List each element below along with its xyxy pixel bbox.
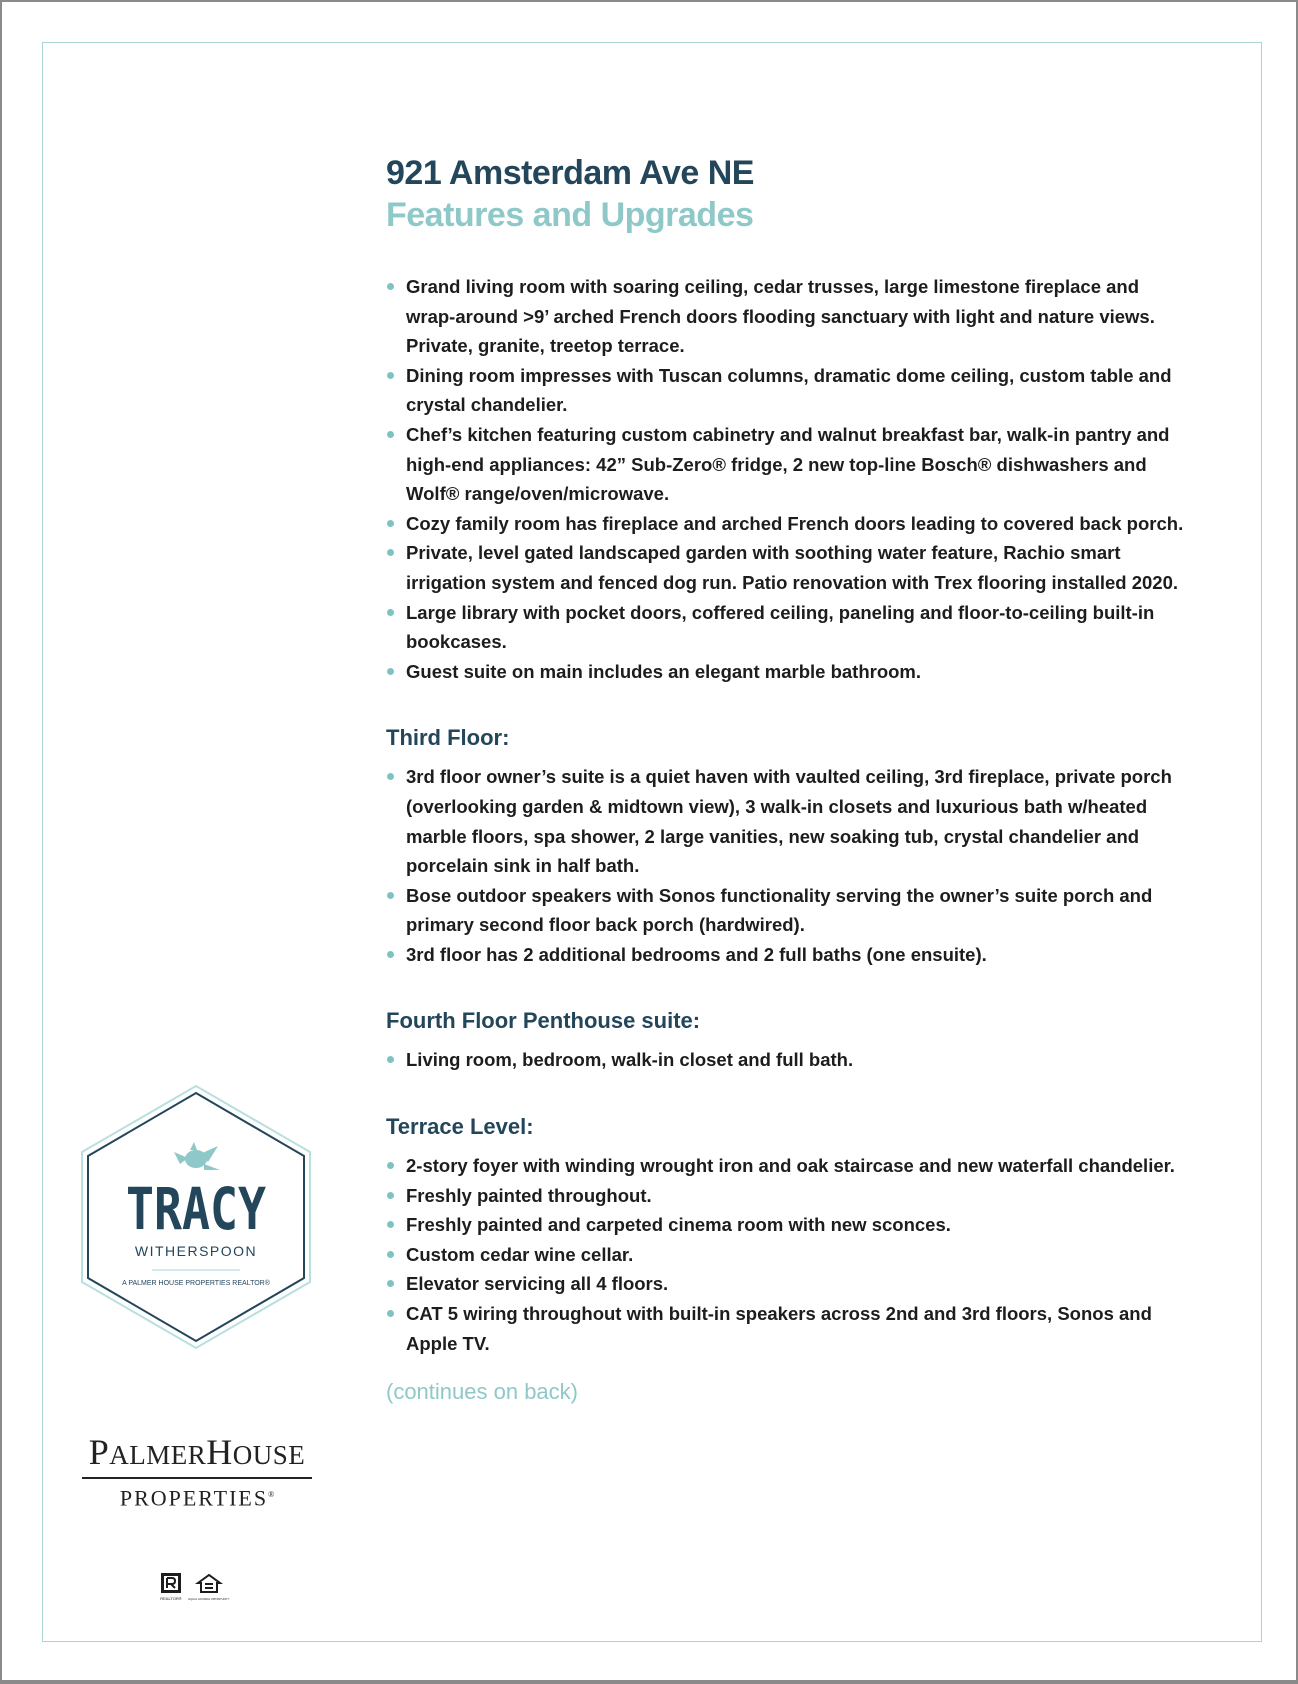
page-subtitle: Features and Upgrades bbox=[386, 196, 754, 234]
third-floor-heading: Third Floor: bbox=[386, 725, 510, 751]
bullet-icon bbox=[387, 1221, 394, 1228]
item-text: CAT 5 wiring throughout with built-in speakers across 2nd and 3rd floors, Sonos and Apple TV. bbox=[406, 1303, 1152, 1354]
bullet-icon bbox=[387, 520, 394, 527]
list-item bbox=[386, 940, 1186, 970]
brokerage-subtitle bbox=[80, 1483, 314, 1510]
list-item bbox=[386, 1045, 1186, 1075]
item-text: Chef’s kitchen featuring custom cabinetry and walnut breakfast bar, walk-in pantry and high-end appliances: 42” Sub-Zero® fridge, 2 new top-line Bosch® dishwashers and Wolf® range/oven/microwave. bbox=[406, 423, 1170, 505]
item-text: Guest suite on main includes an elegant marble bathroom. bbox=[406, 660, 922, 682]
list-item bbox=[386, 1299, 1186, 1358]
list-item bbox=[386, 361, 1186, 420]
item-text: Grand living room with soaring ceiling, cedar trusses, large limestone fireplace and wrap-around >9’ arched French doors flooding sanctuary with light and nature views. Private, granite, treetop terrace. bbox=[406, 276, 1155, 357]
item-text: Elevator servicing all 4 floors. bbox=[406, 1273, 669, 1295]
list-item bbox=[386, 1210, 1186, 1240]
brokerage-letters: ALMER bbox=[109, 1440, 207, 1470]
item-text: 3rd floor has 2 additional bedrooms and 2 full baths (one ensuite). bbox=[406, 943, 987, 965]
item-text: Private, level gated landscaped garden with soothing water feature, Rachio smart irrigation system and fenced dog run. Patio renovation with Trex flooring installed 2020. bbox=[406, 542, 1179, 593]
list-item bbox=[386, 1181, 1186, 1211]
brokerage-letter: P bbox=[88, 1432, 110, 1472]
content bbox=[386, 152, 1186, 1406]
bullet-icon bbox=[387, 1310, 394, 1317]
bullet-icon bbox=[387, 549, 394, 556]
bullet-icon bbox=[387, 1251, 394, 1258]
bullet-icon bbox=[387, 1192, 394, 1199]
bullet-icon bbox=[387, 1280, 394, 1287]
bullet-icon bbox=[387, 283, 394, 290]
bullet-icon bbox=[387, 773, 394, 780]
brokerage-name bbox=[80, 1432, 314, 1475]
list-item bbox=[386, 1151, 1186, 1181]
continues-note: (continues on back) bbox=[386, 1379, 578, 1405]
list-item bbox=[386, 657, 1186, 687]
equal-housing-icon bbox=[189, 1575, 230, 1601]
list-item bbox=[386, 272, 1186, 361]
logo-name: TRACY bbox=[126, 1175, 267, 1243]
property-address: 921 Amsterdam Ave NE bbox=[386, 154, 754, 192]
brokerage-letters: OUSE bbox=[232, 1440, 306, 1470]
brokerage-subtitle-text: PROPERTIES bbox=[119, 1484, 269, 1510]
agent-logo bbox=[76, 1082, 316, 1352]
list-item bbox=[386, 1240, 1186, 1270]
bullet-icon bbox=[387, 372, 394, 379]
item-text: Freshly painted and carpeted cinema room with new sconces. bbox=[406, 1214, 951, 1236]
item-text: 2-story foyer with winding wrought iron and oak staircase and new waterfall chandelier. bbox=[406, 1155, 1175, 1177]
fourth-floor-heading: Fourth Floor Penthouse suite: bbox=[386, 1008, 701, 1034]
brokerage-divider bbox=[82, 1477, 312, 1479]
item-text: 3rd floor owner’s suite is a quiet haven with vaulted ceiling, 3rd fireplace, private porch (overlooking garden & midtown view), 3 walk-in closets and luxurious bath w/heated marble floors, spa shower, 2 large vanities, new soaking tub, crystal chandelier and porcelain sink in half bath. bbox=[406, 766, 1172, 877]
page bbox=[2, 2, 1296, 1680]
bullet-icon bbox=[387, 431, 394, 438]
terrace-level-heading: Terrace Level: bbox=[386, 1114, 534, 1140]
list-item bbox=[386, 538, 1186, 597]
bullet-icon bbox=[387, 609, 394, 616]
logo-surname: WITHERSPOON bbox=[134, 1243, 258, 1259]
list-item bbox=[386, 1269, 1186, 1299]
main-features-list bbox=[386, 272, 1186, 686]
brokerage-letter: H bbox=[206, 1432, 233, 1472]
bullet-icon bbox=[387, 892, 394, 899]
item-text: Bose outdoor speakers with Sonos functionality serving the owner’s suite porch and primary second floor back porch (hardwired). bbox=[406, 884, 1153, 936]
item-text: Freshly painted throughout. bbox=[406, 1184, 652, 1206]
badges bbox=[160, 1572, 230, 1602]
brokerage-logo bbox=[80, 1432, 314, 1522]
item-text: Large library with pocket doors, coffered ceiling, paneling and floor-to-ceiling built-in bookcases. bbox=[406, 601, 1155, 653]
list-item bbox=[386, 881, 1186, 940]
svg-text:REALTOR®: REALTOR® bbox=[160, 1596, 182, 1601]
bullet-icon bbox=[387, 951, 394, 958]
bullet-icon bbox=[387, 1056, 394, 1063]
registered-mark: ® bbox=[268, 1489, 275, 1499]
item-text: Living room, bedroom, walk-in closet and full bath. bbox=[406, 1049, 854, 1071]
list-item bbox=[386, 509, 1186, 539]
item-text: Custom cedar wine cellar. bbox=[406, 1243, 634, 1265]
list-item bbox=[386, 598, 1186, 657]
svg-text:EQUAL HOUSING OPPORTUNITY: EQUAL HOUSING OPPORTUNITY bbox=[188, 1598, 230, 1601]
list-item bbox=[386, 420, 1186, 509]
terrace-level-list bbox=[386, 1151, 1186, 1358]
item-text: Dining room impresses with Tuscan columns, dramatic dome ceiling, custom table and crystal chandelier. bbox=[406, 364, 1172, 416]
realtor-icon bbox=[160, 1573, 182, 1601]
list-item bbox=[386, 762, 1186, 880]
bullet-icon bbox=[387, 1162, 394, 1169]
bird-icon bbox=[174, 1142, 220, 1170]
bullet-icon bbox=[387, 668, 394, 675]
fourth-floor-list bbox=[386, 1045, 1186, 1075]
third-floor-list bbox=[386, 762, 1186, 969]
logo-tagline: A PALMER HOUSE PROPERTIES REALTOR® bbox=[122, 1280, 270, 1287]
item-text: Cozy family room has fireplace and arched French doors leading to covered back porch. bbox=[406, 512, 1184, 534]
